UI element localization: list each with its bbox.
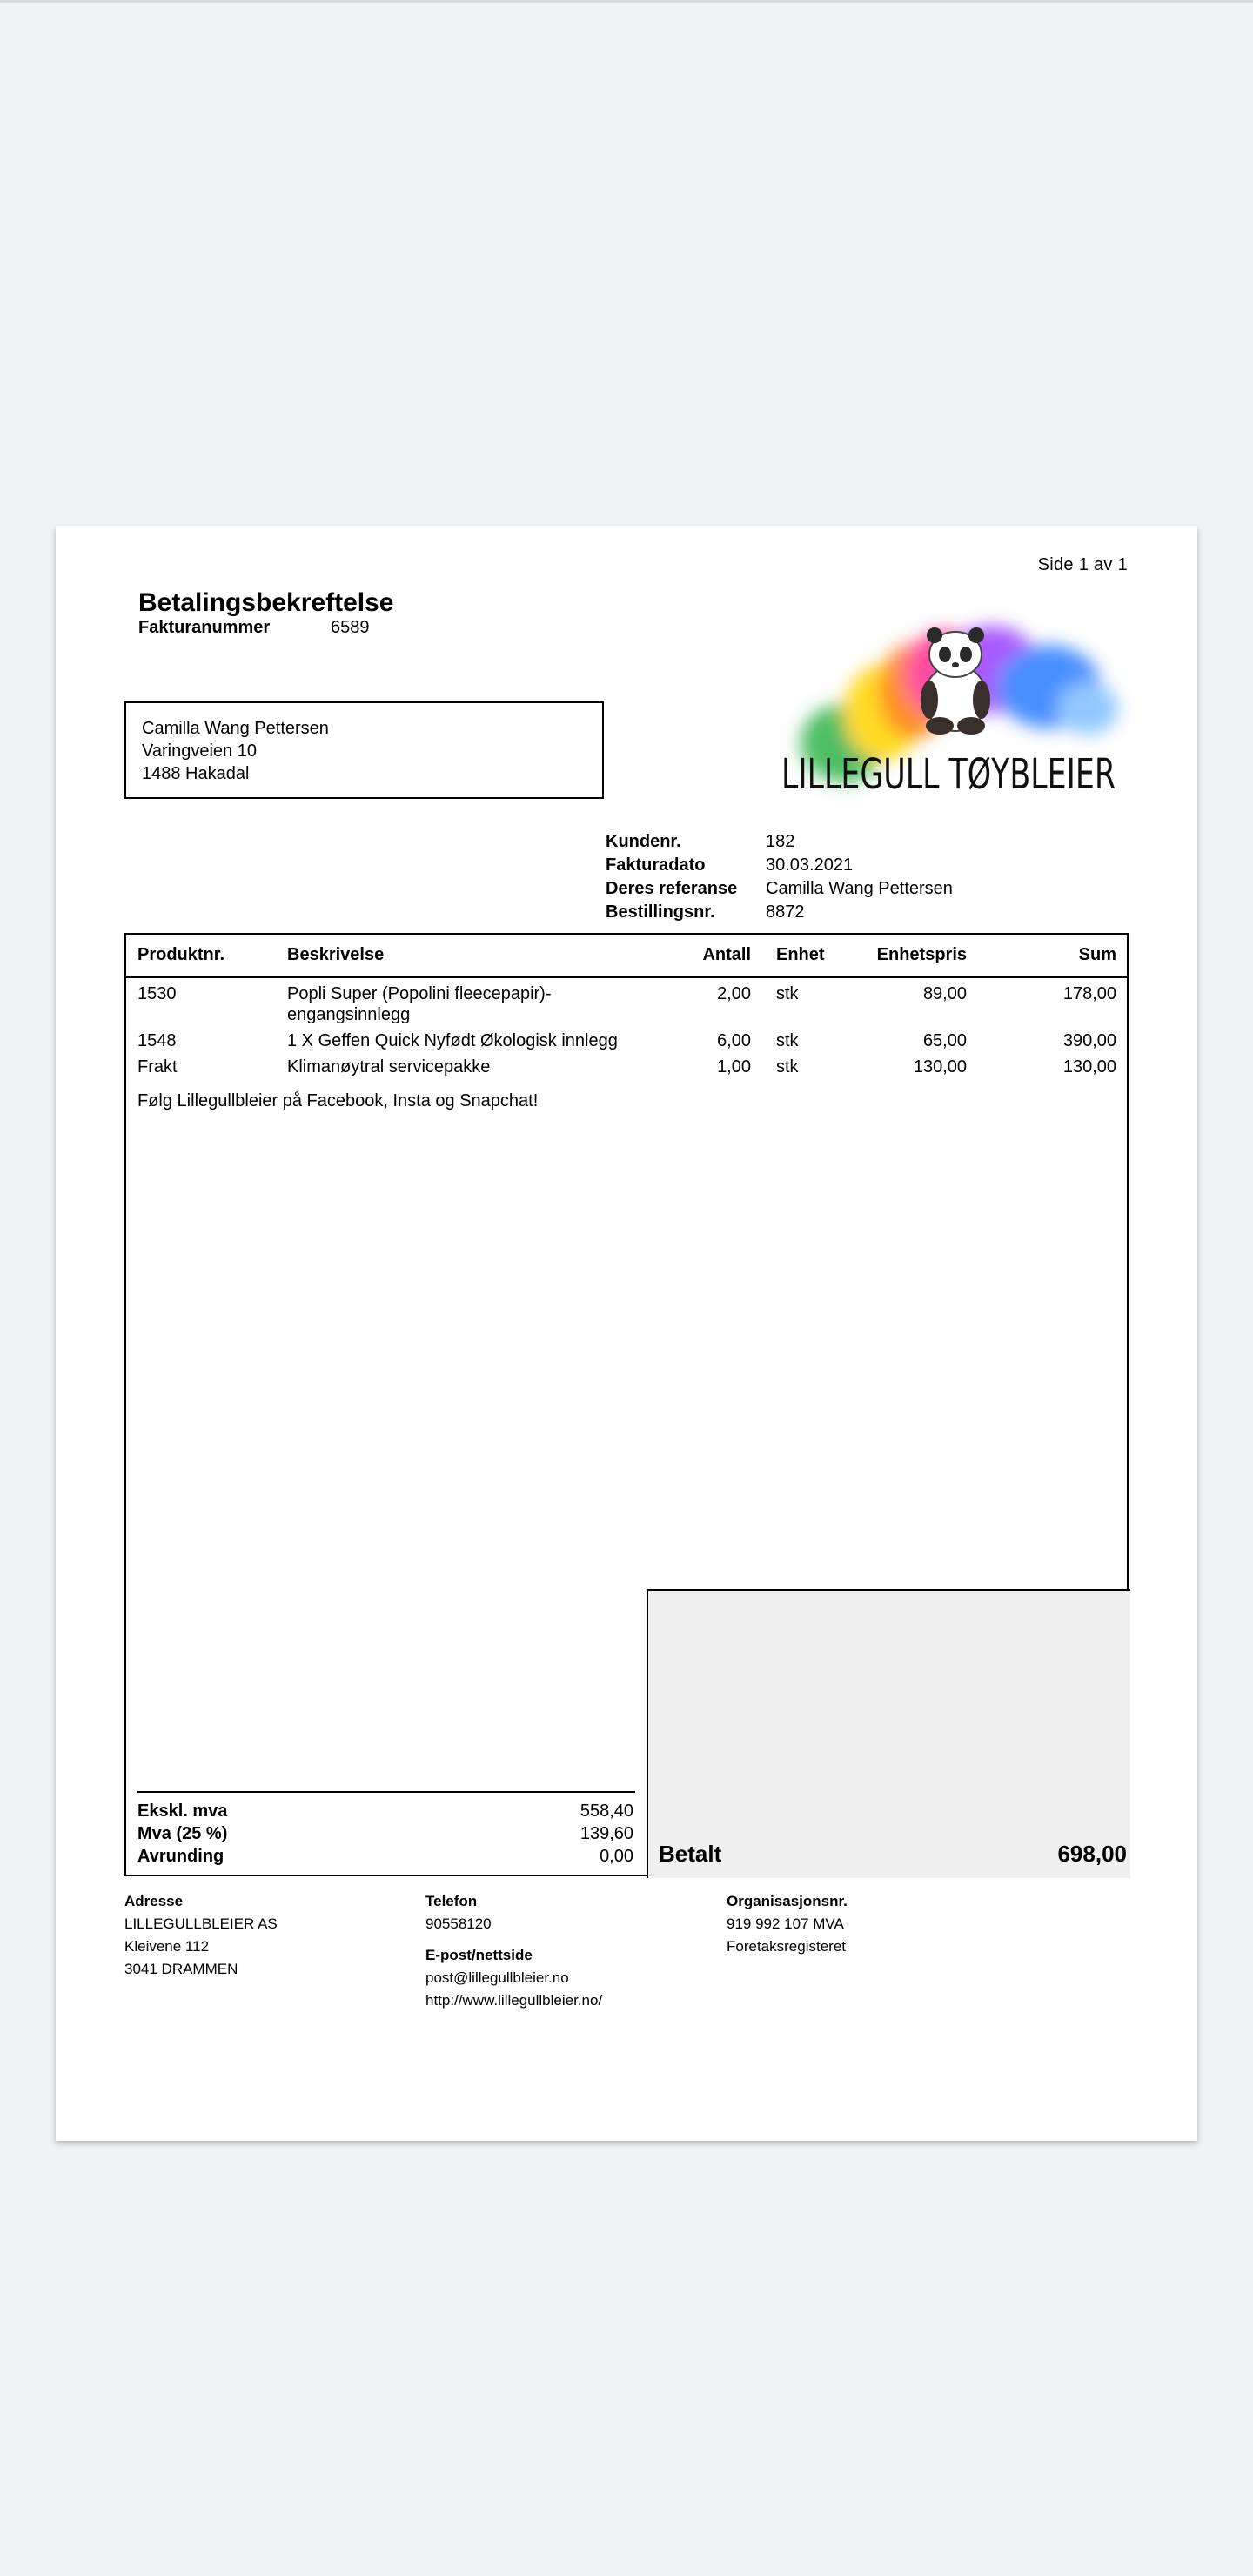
table-header [126, 935, 1127, 978]
meta-row-customer-number: Kundenr. 182 [606, 832, 795, 851]
footer-organization: Organisasjonsnr. 919 992 107 MVA Foretaksregisteret [727, 1893, 848, 1955]
header-unit: Enhet [776, 945, 825, 964]
svg-text:LILLEGULL TØYBLEIER: LILLEGULL TØYBLEIER [781, 750, 1116, 799]
footer-address: Adresse LILLEGULLBLEIER AS Kleivene 112 3041 DRAMMEN [124, 1893, 278, 1977]
header-sum: Sum [1078, 945, 1116, 964]
meta-row-reference: Deres referanse Camilla Wang Pettersen [606, 879, 953, 898]
footer-url: http://www.lillegullbleier.no/ [425, 1992, 603, 2009]
header-description: Beskrivelse [287, 945, 385, 964]
document-title: Betalingsbekreftelse [138, 588, 394, 617]
invoice-number-label: Fakturanummer [138, 618, 271, 637]
invoice-number-value: 6589 [331, 618, 370, 637]
invoice-page [56, 526, 1197, 2141]
header-unit-price: Enhetspris [876, 945, 967, 964]
customer-street: Varingveien 10 [142, 741, 257, 761]
footer-email: post@lillegullbleier.no [425, 1969, 569, 1986]
total-vat: Mva (25 %) 139,60 [137, 1824, 633, 1843]
total-excl-vat: Ekskl. mva 558,40 [137, 1801, 633, 1821]
paid-value: 698,00 [1057, 1841, 1127, 1867]
paid-box [647, 1589, 1130, 1878]
line-items-table: Produktnr. Beskrivelse Antall Enhet Enhetspris Sum 1530 Popli Super (Popolini fleecepapir)- engangsinnlegg 2,00 stk 89,00 178,00 1548 1 X Geffen Quick Nyfødt Økologisk innlegg 6,00 stk 65,00 390,00 Frakt Klimanøytral servicepakke 1,00 stk 130,00 130,00 Følg Lillegullbleier på Facebook, Insta og Snapchat! Ekskl. mva 558,40 Mva (25 %) 139,60 Avrunding 0,00 Betalt 698,00 [124, 933, 1129, 1876]
customer-name: Camilla Wang Pettersen [142, 719, 329, 738]
meta-row-order-number: Bestillingsnr. 8872 [606, 902, 805, 922]
footer-contact: Telefon 90558120 E-post/nettside post@lillegullbleier.no http://www.lillegullbleier.no/ [425, 1890, 602, 2012]
invoice-meta [606, 830, 953, 924]
paid-label: Betalt [659, 1841, 722, 1867]
totals-divider [137, 1791, 635, 1793]
top-border [0, 0, 1253, 3]
total-rounding: Avrunding 0,00 [137, 1847, 633, 1866]
page-number: Side 1 av 1 [1037, 555, 1128, 574]
customer-city: 1488 Hakadal [142, 764, 250, 783]
meta-row-invoice-date: Fakturadato 30.03.2021 [606, 855, 854, 875]
header-product: Produktnr. [137, 945, 225, 964]
header-qty: Antall [702, 945, 751, 964]
promo-message: Følg Lillegullbleier på Facebook, Insta og Snapchat! [137, 1091, 539, 1110]
company-logo [783, 604, 1122, 797]
customer-address-box [124, 701, 604, 799]
